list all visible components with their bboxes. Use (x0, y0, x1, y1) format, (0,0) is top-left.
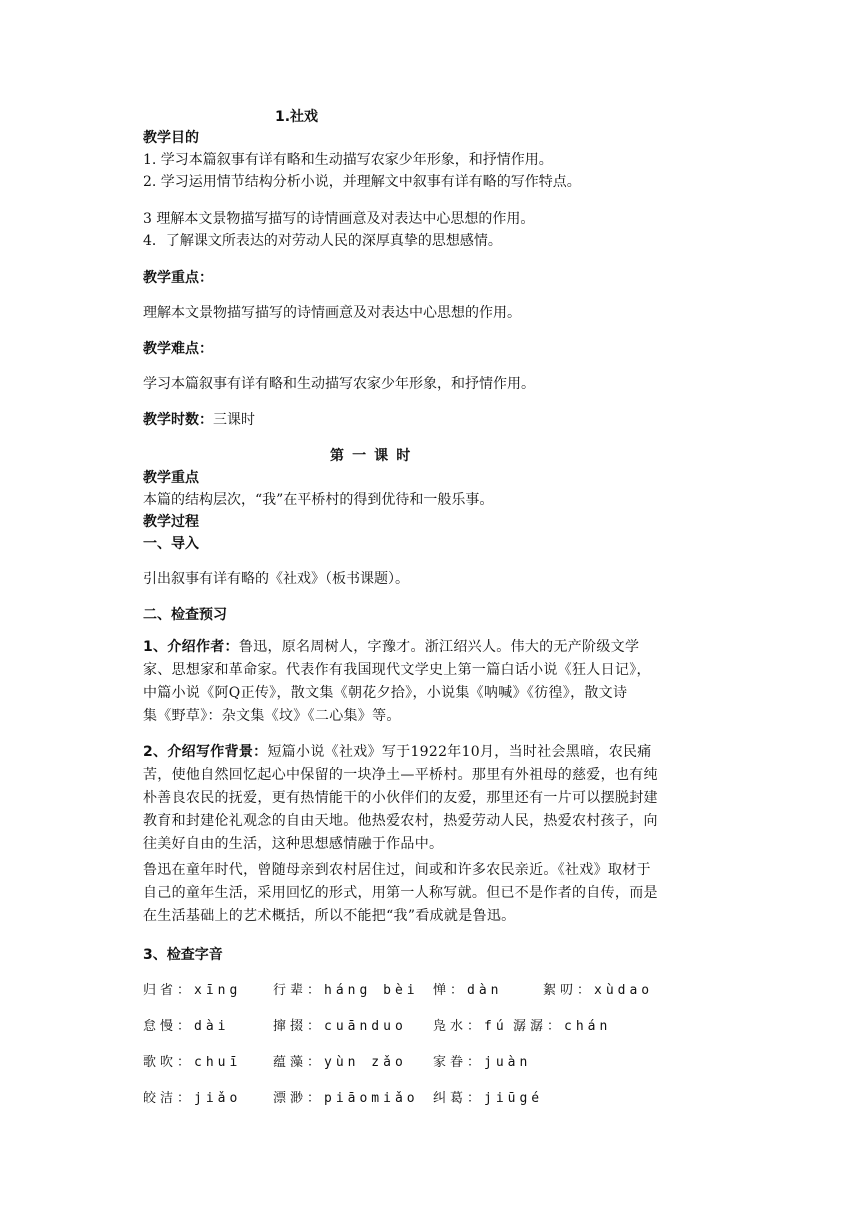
process-heading: 教学过程 (143, 514, 199, 530)
pinyin-entry: 家眷：juàn (433, 1055, 532, 1070)
key-point-text: 理解本文景物描写描写的诗情画意及对表达中心思想的作用。 (143, 305, 521, 321)
pinyin-entry: 蕴藻：yùn zǎo (273, 1055, 407, 1070)
pinyin-entry: 行辈：háng bèi (273, 983, 419, 998)
author-line: 家、思想家和革命家。代表作有我国现代文学史上第一篇白话小说《狂人日记》， (143, 662, 651, 678)
section-intro-text: 引出叙事有详有略的《社戏》（板书课题）。 (143, 571, 409, 587)
pinyin-entry: 归省：xīng (143, 983, 242, 998)
lesson-title: 第 一 课 时 (330, 448, 412, 464)
pinyin-entry: 纠葛：jiūgé (433, 1091, 544, 1106)
pinyin-entry: 漂渺：piāomiǎo (273, 1091, 419, 1106)
author-line: 鲁迅，原名周树人，字豫才。浙江绍兴人。伟大的无产阶级文学 (238, 639, 640, 655)
teaching-hours-label: 教学时数： (143, 412, 213, 428)
background-paragraph (143, 741, 733, 856)
pronunciation-heading: 3、检查字音 (143, 947, 223, 963)
pinyin-entry: 絮叨：xùdao (543, 983, 654, 998)
context-line: 自己的童年生活，采用回忆的形式，用第一人称写就。但已不是作者的自传，而是 (143, 885, 658, 901)
objective-item: 2. 学习运用情节结构分析小说，并理解文中叙事有详有略的写作特点。 (143, 174, 581, 190)
difficulty-text: 学习本篇叙事有详有略和生动描写农家少年形象，和抒情作用。 (143, 376, 535, 392)
context-paragraph (143, 859, 733, 928)
pinyin-entry: 惮：dàn (433, 983, 503, 998)
teaching-hours-value: 三课时 (213, 412, 255, 428)
key-point-heading: 教学重点： (143, 270, 213, 286)
lesson-key-text: 本篇的结构层次，“我”在平桥村的得到优待和一般乐事。 (143, 492, 494, 508)
pinyin-entry: 歌吹：chuī (143, 1055, 242, 1070)
lesson-key-heading: 教学重点 (143, 470, 199, 486)
context-line: 在生活基础上的艺术概括，所以不能把“我”看成就是鲁迅。 (143, 908, 516, 924)
background-label: 2、介绍写作背景： (143, 744, 268, 760)
background-line: 短篇小说《社戏》写于1922年10月，当时社会黑暗，农民痛 (267, 744, 652, 760)
author-label: 1、介绍作者： (143, 639, 239, 655)
pinyin-entry: 潺潺：chán (513, 1019, 612, 1034)
author-line: 中篇小说《阿Q正传》，散文集《朝花夕拾》，小说集《呐喊》《彷徨》，散文诗 (143, 685, 628, 701)
document-title: 1.社戏 (275, 109, 319, 125)
context-line: 鲁迅在童年时代，曾随母亲到农村居住过，间或和许多农民亲近。《社戏》取材于 (143, 862, 651, 878)
background-line: 朴善良农民的抚爱，更有热情能干的小伙伴们的友爱，那里还有一片可以摆脱封建 (143, 790, 658, 806)
author-line: 集《野草》：杂文集《坟》《二心集》等。 (143, 708, 401, 724)
objective-item: 3 理解本文景物描写描写的诗情画意及对表达中心思想的作用。 (143, 211, 535, 227)
section-preview-heading: 二、检查预习 (143, 607, 227, 623)
background-line: 往美好自由的生活，这种思想感情融于作品中。 (143, 836, 444, 852)
background-line: 苦，使他自然回忆起心中保留的一块净土—平桥村。那里有外祖母的慈爱，也有纯 (143, 767, 658, 783)
teaching-hours (143, 412, 733, 428)
objective-item: 4．了解课文所表达的对劳动人民的深厚真挚的思想感情。 (143, 233, 502, 249)
pinyin-entry: 怠慢：dài (143, 1019, 230, 1034)
section-intro-heading: 一、导入 (143, 536, 199, 552)
pinyin-entry: 凫水：fú (433, 1019, 508, 1034)
pinyin-entry: 撺掇：cuānduo (273, 1019, 407, 1034)
pinyin-entry: 皎洁：jiǎo (143, 1091, 242, 1106)
objectives-heading: 教学目的 (143, 130, 199, 146)
objective-item: 1. 学习本篇叙事有详有略和生动描写农家少年形象，和抒情作用。 (143, 152, 553, 168)
difficulty-heading: 教学难点： (143, 341, 213, 357)
background-line: 教育和封建伦礼观念的自由天地。他热爱农村，热爱劳动人民，热爱农村孩子，向 (143, 813, 658, 829)
author-paragraph (143, 636, 733, 728)
